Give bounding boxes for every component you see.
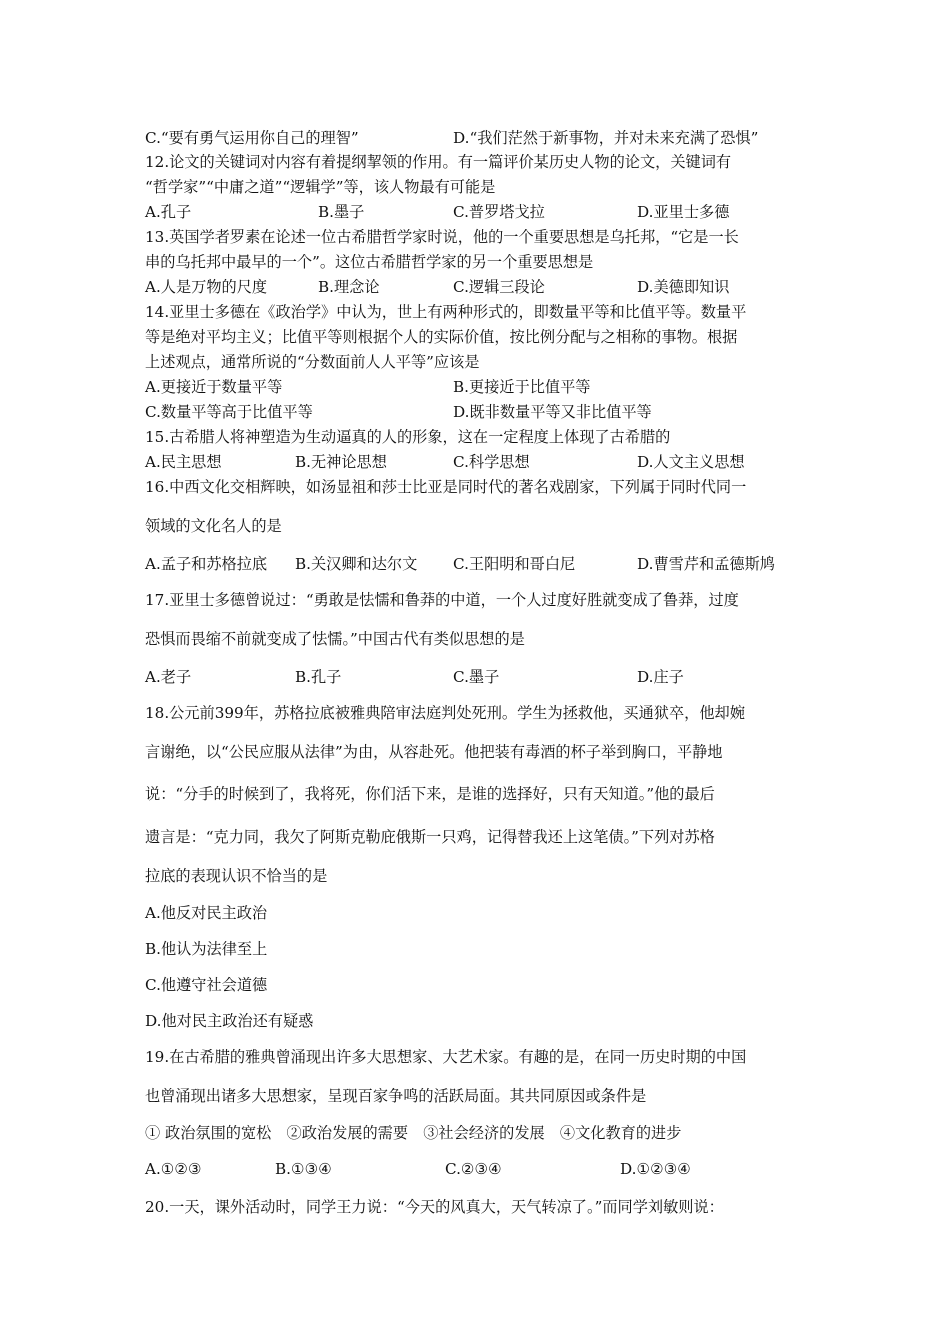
q15-option-a: A.民主思想 bbox=[145, 453, 222, 471]
q13-stem-line-2: 串的乌托邦中最早的一个”。这位古希腊哲学家的另一个重要思想是 bbox=[145, 253, 594, 271]
q18-stem-line-3: 说：“分手的时候到了，我将死，你们活下来，是谁的选择好，只有天知道。”他的最后 bbox=[145, 785, 715, 803]
q18-stem-line-4: 遗言是：“克力同，我欠了阿斯克勒庇俄斯一只鸡，记得替我还上这笔债。”下列对苏格 bbox=[145, 828, 715, 846]
q14-stem-line-3: 上述观点，通常所说的“分数面前人人平等”应该是 bbox=[145, 353, 480, 371]
q18-stem-line-1: 18.公元前399年，苏格拉底被雅典陪审法庭判处死刑。学生为拯救他，买通狱卒，他却婉 bbox=[145, 704, 745, 722]
q16-stem-line-1: 16.中西文化交相辉映，如汤显祖和莎士比亚是同时代的著名戏剧家，下列属于同时代同一 bbox=[145, 478, 747, 496]
q19-option-a: A.①②③ bbox=[145, 1160, 202, 1178]
q18-option-a: A.他反对民主政治 bbox=[145, 904, 268, 922]
q20-stem-line-1: 20.一天，课外活动时，同学王力说：“今天的风真大，天气转凉了。”而同学刘敏则说： bbox=[145, 1198, 724, 1216]
q12-stem-line-1: 12.论文的关键词对内容有着提纲挈领的作用。有一篇评价某历史人物的论文，关键词有 bbox=[145, 153, 732, 171]
q13-option-d: D.美德即知识 bbox=[637, 278, 730, 296]
q14-option-d: D.既非数量平等又非比值平等 bbox=[453, 403, 652, 421]
q19-option-d: D.①②③④ bbox=[620, 1160, 691, 1178]
q12-option-a: A.孔子 bbox=[145, 203, 192, 221]
q15-option-c: C.科学思想 bbox=[453, 453, 530, 471]
q14-option-a: A.更接近于数量平等 bbox=[145, 378, 283, 396]
q19-stem-line-3: ① 政治氛围的宽松 ②政治发展的需要 ③社会经济的发展 ④文化教育的进步 bbox=[145, 1124, 682, 1142]
q13-option-c: C.逻辑三段论 bbox=[453, 278, 545, 296]
q16-option-b: B.关汉卿和达尔文 bbox=[295, 555, 418, 573]
q19-option-c: C.②③④ bbox=[445, 1160, 502, 1178]
q12-option-b: B.墨子 bbox=[318, 203, 365, 221]
q18-stem-line-5: 拉底的表现认识不恰当的是 bbox=[145, 867, 328, 885]
q15-option-d: D.人文主义思想 bbox=[637, 453, 745, 471]
q17-option-d: D.庄子 bbox=[637, 668, 684, 686]
q13-stem-line-1: 13.英国学者罗素在论述一位古希腊哲学家时说，他的一个重要思想是乌托邦，“它是一长 bbox=[145, 228, 739, 246]
q16-stem-line-2: 领域的文化名人的是 bbox=[145, 517, 282, 535]
q17-stem-line-1: 17.亚里士多德曾说过：“勇敢是怯懦和鲁莽的中道，一个人过度好胜就变成了鲁莽，过度 bbox=[145, 591, 739, 609]
q18-stem-line-2: 言谢绝，以“公民应服从法律”为由，从容赴死。他把装有毒酒的杯子举到胸口，平静地 bbox=[145, 743, 723, 761]
q19-stem-line-2: 也曾涌现出诸多大思想家，呈现百家争鸣的活跃局面。其共同原因或条件是 bbox=[145, 1087, 647, 1105]
q11-option-d: D.“我们茫然于新事物，并对未来充满了恐惧” bbox=[453, 129, 759, 147]
q17-stem-line-2: 恐惧而畏缩不前就变成了怯懦。”中国古代有类似思想的是 bbox=[145, 630, 525, 648]
q19-stem-line-1: 19.在古希腊的雅典曾涌现出许多大思想家、大艺术家。有趣的是，在同一历史时期的中国 bbox=[145, 1048, 747, 1066]
q12-option-d: D.亚里士多德 bbox=[637, 203, 730, 221]
q18-option-d: D.他对民主政治还有疑惑 bbox=[145, 1012, 314, 1030]
q16-option-a: A.孟子和苏格拉底 bbox=[145, 555, 268, 573]
q16-option-c: C.王阳明和哥白尼 bbox=[453, 555, 576, 573]
q16-option-d: D.曹雪芹和孟德斯鸠 bbox=[637, 555, 775, 573]
q19-option-b: B.①③④ bbox=[275, 1160, 332, 1178]
q14-stem-line-2: 等是绝对平均主义；比值平等则根据个人的实际价值，按比例分配与之相称的事物。根据 bbox=[145, 328, 738, 346]
q13-option-a: A.人是万物的尺度 bbox=[145, 278, 268, 296]
q18-option-b: B.他认为法律至上 bbox=[145, 940, 268, 958]
q17-option-b: B.孔子 bbox=[295, 668, 342, 686]
q15-option-b: B.无神论思想 bbox=[295, 453, 387, 471]
q14-stem-line-1: 14.亚里士多德在《政治学》中认为，世上有两种形式的，即数量平等和比值平等。数量平 bbox=[145, 303, 747, 321]
q11-option-c: C.“要有勇气运用你自己的理智” bbox=[145, 129, 359, 147]
q12-option-c: C.普罗塔戈拉 bbox=[453, 203, 545, 221]
q15-stem-line-1: 15.古希腊人将神塑造为生动逼真的人的形象，这在一定程度上体现了古希腊的 bbox=[145, 428, 671, 446]
q17-option-c: C.墨子 bbox=[453, 668, 500, 686]
q12-stem-line-2: “哲学家”“中庸之道”“逻辑学”等，该人物最有可能是 bbox=[145, 178, 496, 196]
q14-option-b: B.更接近于比值平等 bbox=[453, 378, 591, 396]
q18-option-c: C.他遵守社会道德 bbox=[145, 976, 268, 994]
q13-option-b: B.理念论 bbox=[318, 278, 380, 296]
q17-option-a: A.老子 bbox=[145, 668, 192, 686]
q14-option-c: C.数量平等高于比值平等 bbox=[145, 403, 313, 421]
